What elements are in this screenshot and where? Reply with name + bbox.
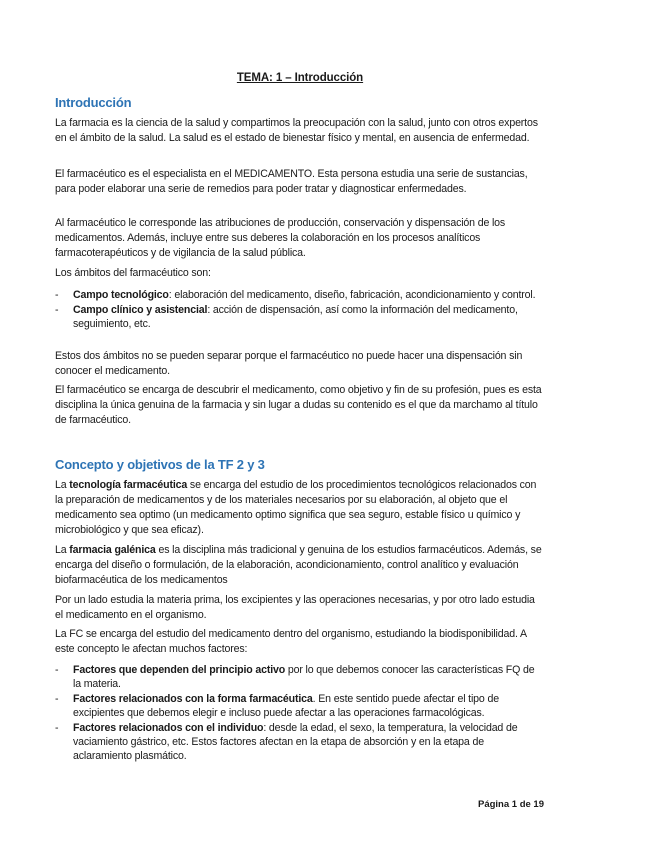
paragraph	[55, 478, 545, 538]
list-item-text: : elaboración del medicamento, diseño, fabricación, acondicionamiento y control.	[168, 289, 536, 301]
list-factores	[55, 663, 545, 763]
document-title: TEMA: 1 – Introducción	[236, 72, 364, 84]
list-item	[55, 303, 545, 331]
paragraph: La FC se encarga del estudio del medicamento dentro del organismo, estudiando la biodisponibilidad. A este concepto le afectan muchos factores:	[55, 628, 527, 655]
paragraph	[55, 543, 545, 588]
paragraph: Los ámbitos del farmacéutico son:	[55, 267, 211, 279]
bullet-dash: -	[55, 693, 59, 705]
list-item-term: Factores que dependen del principio activo	[73, 664, 286, 676]
paragraph: Estos dos ámbitos no se pueden separar porque el farmacéutico no puede hacer una dispensación sin conocer el medicamento.	[55, 350, 523, 377]
list-ambitos	[55, 288, 545, 331]
list-item-term: Factores relacionados con el individuo	[73, 722, 264, 734]
list-item	[55, 663, 545, 691]
paragraph: El farmacéutico se encarga de descubrir el medicamento, como objetivo y fin de su profesión, pues es esta disciplina la única genuina de la farmacia y sin lugar a dudas su contenido es el que da marchamo al título de farmacéutico.	[55, 384, 542, 426]
list-item	[55, 721, 545, 763]
text-run: La	[55, 479, 70, 491]
paragraph: El farmacéutico es el especialista en el MEDICAMENTO. Esta persona estudia una serie de sustancias, para poder elaborar una serie de remedios para poder tratar y diagnosticar enfermedades.	[55, 168, 528, 195]
list-item-text: por lo que debemos conocer las características FQ de la materia.	[73, 664, 535, 690]
paragraph: Al farmacéutico le corresponde las atribuciones de producción, conservación y dispensación de los medicamentos. Además, incluye entre sus deberes la colaboración en los procesos analíticos farmacoterapéuticos y de vigilancia de la salud pública.	[55, 217, 506, 259]
bullet-dash: -	[55, 722, 59, 734]
bullet-dash: -	[55, 664, 59, 676]
list-item-text: : acción de dispensación, así como la información del medicamento, seguimiento, etc.	[73, 304, 518, 330]
list-item-term: Campo tecnológico	[73, 289, 169, 301]
list-item	[55, 288, 545, 302]
section-heading-introduccion: Introducción	[55, 95, 132, 110]
section-heading-concepto: Concepto y objetivos de la TF 2 y 3	[55, 457, 265, 472]
text-run: se encarga del estudio de los procedimientos tecnológicos relacionados con la preparación de medicamentos y de los materiales necesarios por su elaboración, al objeto que el medicamento sea optimo (un medicamento optimo significa que sea seguro, estable físico u químico y microbiológico y que sea eficaz).	[55, 479, 537, 536]
page-number-footer: Página 1 de 19	[478, 799, 545, 810]
text-run: La	[55, 544, 70, 556]
bold-term: tecnología farmacéutica	[69, 479, 188, 491]
list-item-text: . En este sentido puede afectar el tipo de excipientes que debemos elegir e incluso puede afectar a las operaciones farmacológicas.	[73, 693, 499, 719]
bullet-dash: -	[55, 304, 59, 316]
list-item-text: : desde la edad, el sexo, la temperatura, la velocidad de vaciamiento gástrico, etc. Estos factores afectan en la etapa de absorción y en la etapa de aclaramiento plasmático.	[73, 722, 518, 762]
paragraph: La farmacia es la ciencia de la salud y compartimos la preocupación con la salud, junto con otros expertos en el ámbito de la salud. La salud es el estado de bienestar físico y mental, en ausencia de enfermedad.	[55, 117, 538, 144]
list-item	[55, 692, 545, 720]
paragraph: Por un lado estudia la materia prima, los excipientes y las operaciones necesarias, y por otro lado estudia el medicamento en el organismo.	[55, 594, 535, 621]
bullet-dash: -	[55, 289, 59, 301]
text-run: es la disciplina más tradicional y genuina de los estudios farmacéuticos. Además, se encarga del diseño o formulación, de la elaboración, acondicionamiento, control analítico y evaluación biofarmacéutica de los medicamentos	[55, 544, 542, 586]
list-item-term: Campo clínico y asistencial	[73, 304, 208, 316]
list-item-term: Factores relacionados con la forma farmacéutica	[73, 693, 313, 705]
bold-term: farmacia galénica	[69, 544, 156, 556]
